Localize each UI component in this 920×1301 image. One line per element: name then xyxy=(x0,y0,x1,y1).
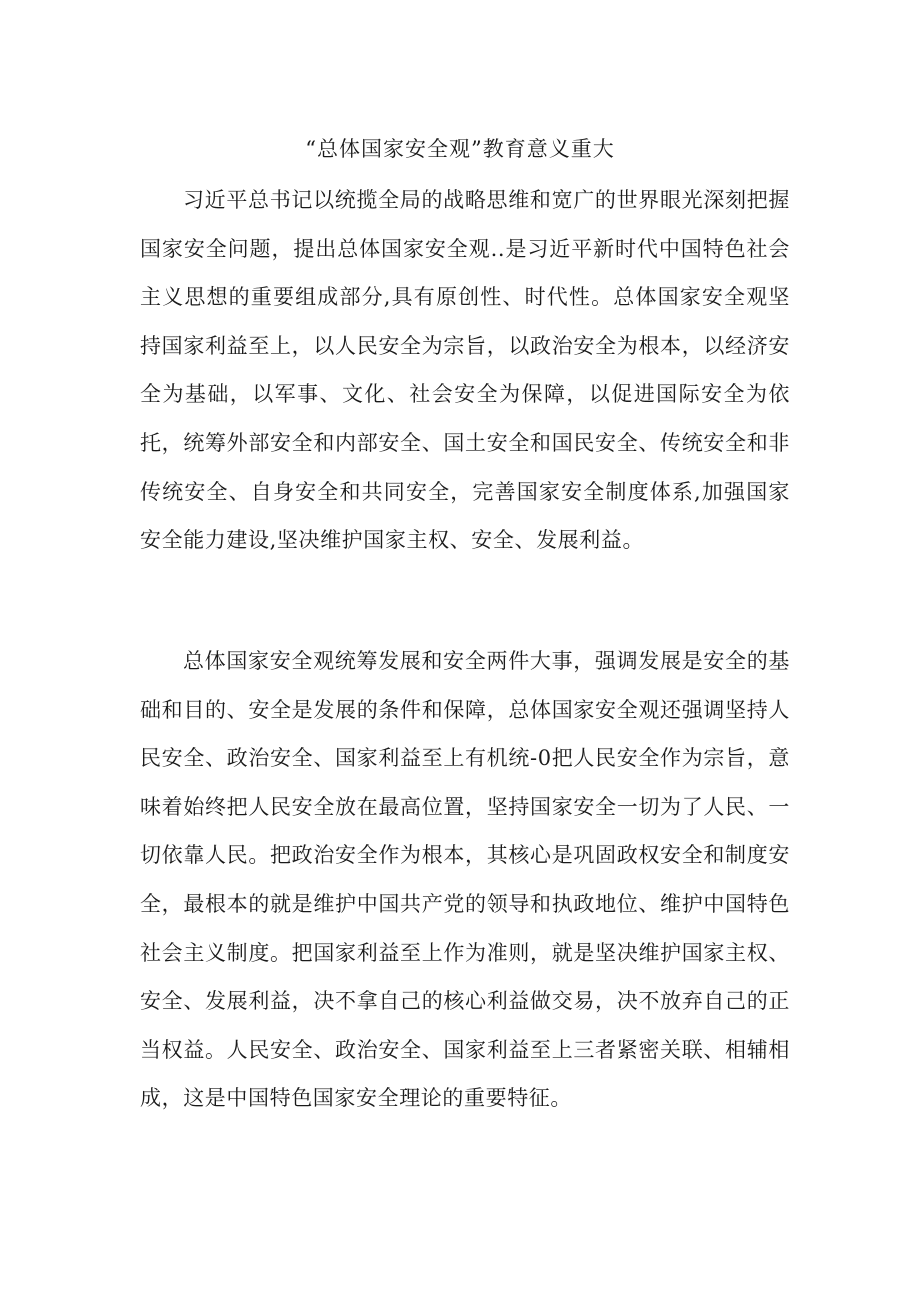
document-title: “总体国家安全观”教育意义重大 xyxy=(305,137,615,161)
body-paragraph-1: 习近平总书记以统揽全局的战略思维和宽广的世界眼光深刻把握国家安全问题，提出总体国家安全观..是习近平新时代中国特色社会主义思想的重要组成部分,具有原创性、时代性。总体国家安全观坚持国家利益至上，以人民安全为宗旨，以政治安全为根本，以经济安全为基础，以军事、文化、社会安全为保障，以促进国际安全为依托，统筹外部安全和内部安全、国土安全和国民安全、传统安全和非传统安全、自身安全和共同安全，完善国家安全制度体系,加强国家安全能力建设,坚决维护国家主权、安全、发展利益。 xyxy=(140,188,790,553)
body-paragraph-2: 总体国家安全观统筹发展和安全两件大事，强调发展是安全的基础和目的、安全是发展的条件和保障，总体国家安全观还强调坚持人民安全、政治安全、国家利益至上有机统-0把人民安全作为宗旨，意味着始终把人民安全放在最高位置，坚持国家安全一切为了人民、一切依靠人民。把政治安全作为根本，其核心是巩固政权安全和制度安全，最根本的就是维护中国共产党的领导和执政地位、维护中国特色社会主义制度。把国家利益至上作为准则，就是坚决维护国家主权、安全、发展利益，决不拿自己的核心利益做交易，决不放弃自己的正当权益。人民安全、政治安全、国家利益至上三者紧密关联、相辅相成，这是中国特色国家安全理论的重要特征。 xyxy=(140,649,790,1111)
